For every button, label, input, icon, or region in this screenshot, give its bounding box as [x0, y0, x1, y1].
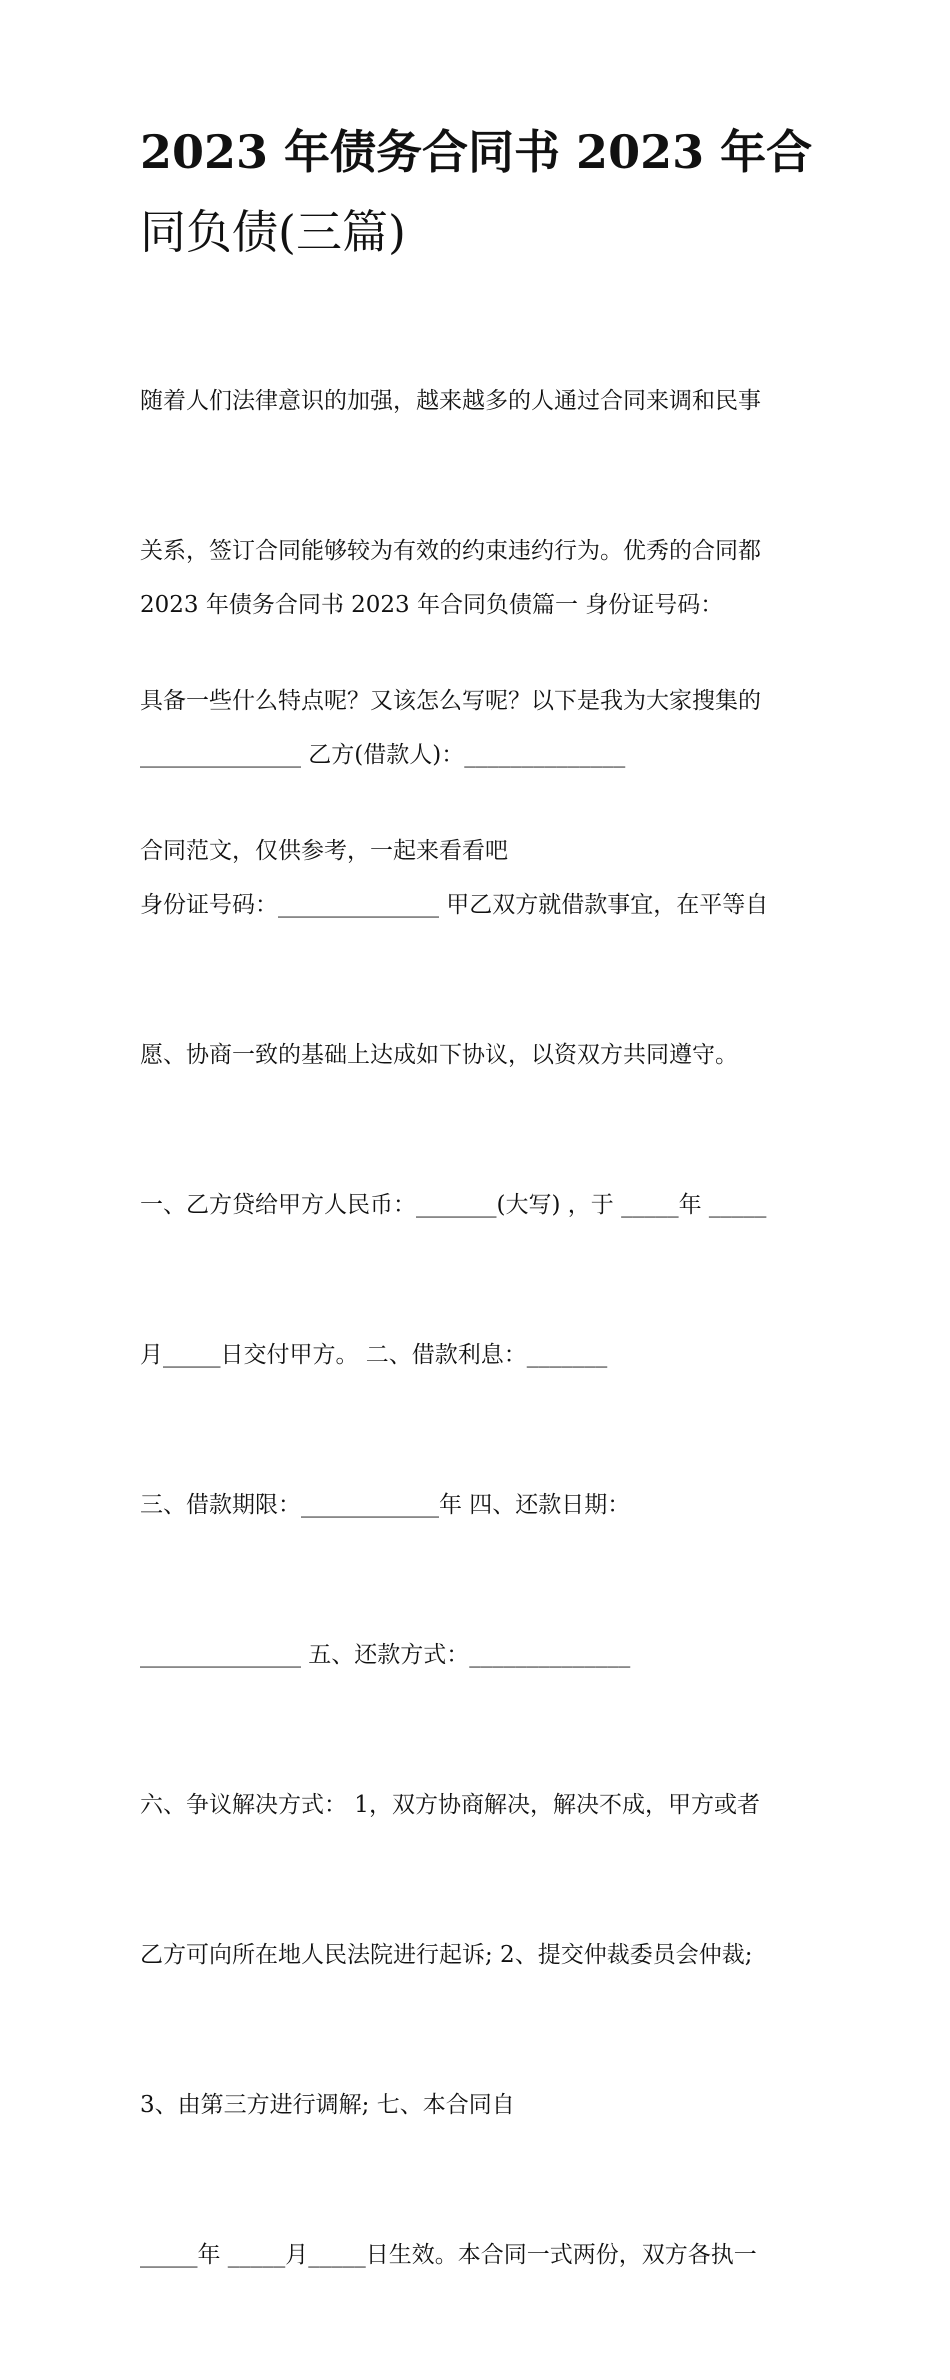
- intro-line-3: 具备一些什么特点呢？又该怎么写呢？以下是我为大家搜集的: [140, 688, 761, 714]
- body-line-9: 六、争议解决方式： 1，双方协商解决，解决不成，甲方或者: [140, 1792, 760, 1818]
- body-line-6: 月_____日交付甲方。 二、借款利息：_______: [140, 1342, 608, 1368]
- intro-line-1: 随着人们法律意识的加强，越来越多的人通过合同来调和民事: [140, 388, 761, 414]
- contract-body: [140, 480, 820, 2380]
- body-line-5: 一、乙方贷给甲方人民币：_______(大写) ，于 _____年 _____: [140, 1192, 767, 1218]
- body-line-1: 2023 年债务合同书 2023 年合同负债篇一 身份证号码：: [140, 592, 724, 618]
- document-title: [140, 112, 820, 272]
- body-line-8: ______________ 五、还款方式：______________: [140, 1642, 631, 1668]
- body-line-12: _____年 _____月_____日生效。本合同一式两份，双方各执一: [140, 2242, 757, 2268]
- intro-line-2: 关系，签订合同能够较为有效的约束违约行为。优秀的合同都: [140, 538, 761, 564]
- body-line-3: 身份证号码：______________ 甲乙双方就借款事宜，在平等自: [140, 892, 769, 918]
- body-line-11: 3、由第三方进行调解; 七、本合同自: [140, 2092, 515, 2118]
- body-line-10: 乙方可向所在地人民法院进行起诉; 2、提交仲裁委员会仲裁;: [140, 1942, 753, 1968]
- intro-line-4: 合同范文，仅供参考，一起来看看吧: [140, 838, 508, 864]
- body-line-2: ______________ 乙方(借款人)：______________: [140, 742, 626, 768]
- body-line-7: 三、借款期限：____________年 四、还款日期：: [140, 1492, 631, 1518]
- title-line-1: 2023 年债务合同书 2023 年合: [140, 125, 813, 179]
- body-line-4: 愿、协商一致的基础上达成如下协议，以资双方共同遵守。: [140, 1042, 738, 1068]
- title-line-2: 同负债(三篇): [140, 205, 406, 259]
